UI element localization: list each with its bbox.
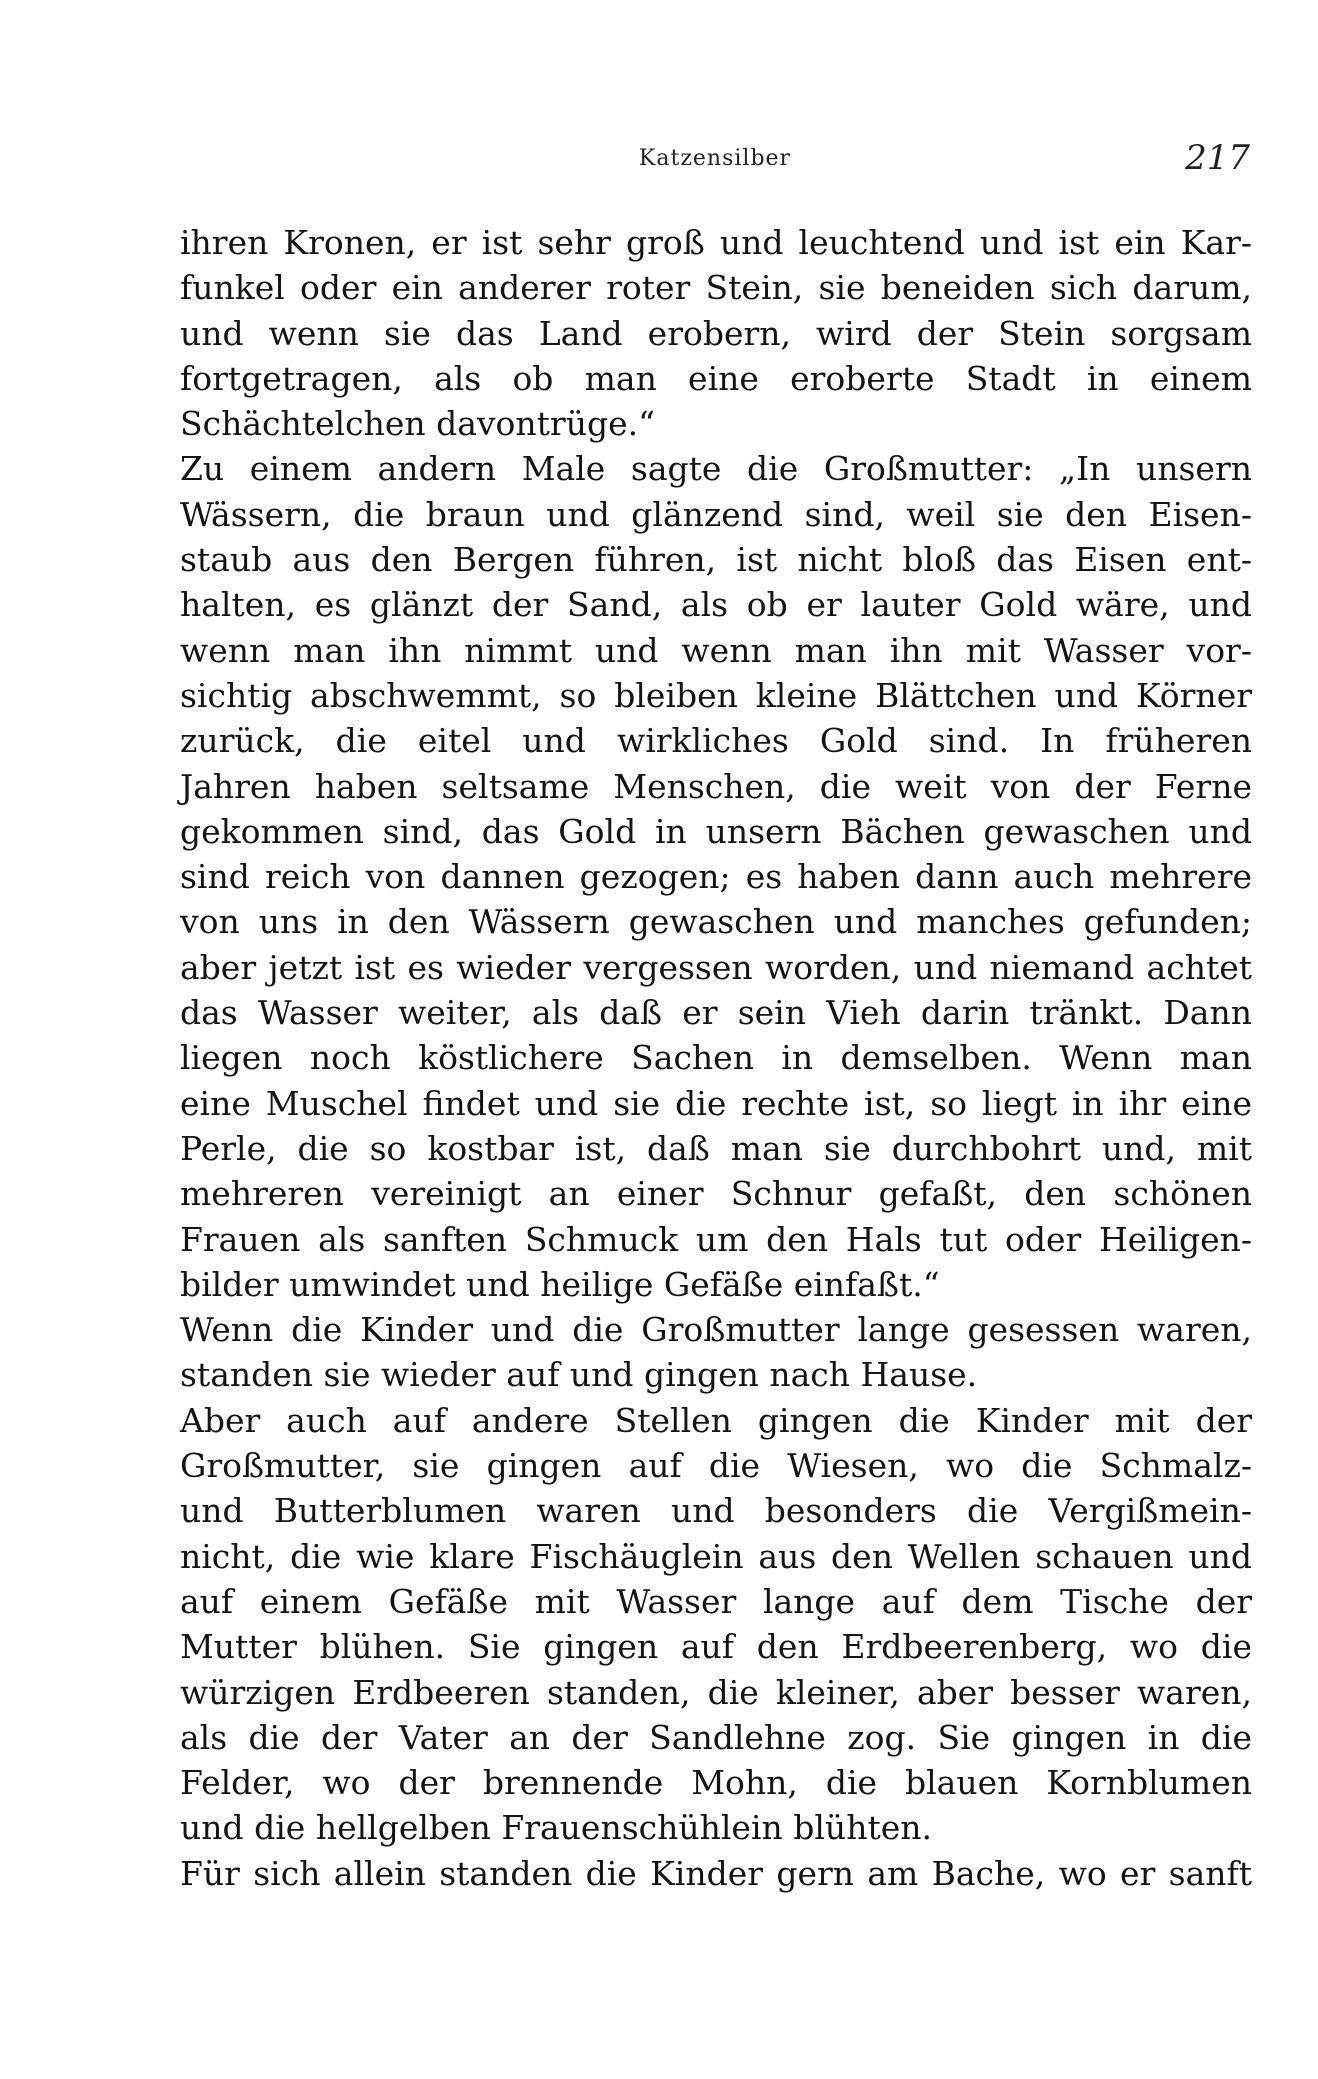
text-line: gekommen sind, das Gold in unsern Bächen gewaschen und: [180, 811, 1252, 851]
text-line: sind reich von dannen gezogen; es haben dann auch mehrere: [180, 857, 1252, 897]
running-head: [180, 138, 1250, 178]
text-line: fortgetragen, als ob man eine eroberte Stadt in einem: [180, 358, 1252, 398]
running-title: Katzensilber: [638, 146, 792, 171]
text-line: von uns in den Wässern gewaschen und manches gefunden;: [180, 902, 1252, 942]
text-line: Schächtelchen davontrüge.“: [180, 404, 655, 444]
text-line: als die der Vater an der Sandlehne zog. Sie gingen in die: [180, 1717, 1252, 1757]
text-line: würzigen Erdbeeren standen, die kleiner, aber besser waren,: [180, 1672, 1252, 1712]
text-line: wenn man ihn nimmt und wenn man ihn mit Wasser vor-: [180, 630, 1252, 670]
text-line: Wässern, die braun und glänzend sind, weil sie den Eisen-: [180, 494, 1252, 534]
text-line: aber jetzt ist es wieder vergessen worden, und niemand achtet: [180, 947, 1252, 987]
text-line: eine Muschel findet und sie die rechte ist, so liegt in ihr eine: [180, 1083, 1252, 1123]
text-line: Perle, die so kostbar ist, daß man sie durchbohrt und, mit: [180, 1128, 1252, 1168]
text-line: nicht, die wie klare Fischäuglein aus den Wellen schauen und: [180, 1536, 1252, 1576]
text-line: auf einem Gefäße mit Wasser lange auf dem Tische der: [180, 1581, 1252, 1621]
body-text: [180, 220, 1252, 1896]
text-line: funkel oder ein anderer roter Stein, sie beneiden sich darum,: [180, 268, 1252, 308]
page-number: 217: [1185, 138, 1250, 178]
text-line: und die hellgelben Frauenschühlein blühten.: [180, 1808, 932, 1848]
text-line: bilder umwindet und heilige Gefäße einfaßt.“: [180, 1264, 940, 1304]
text-line: ihren Kronen, er ist sehr groß und leuchtend und ist ein Kar-: [180, 223, 1252, 262]
text-line: Großmutter, sie gingen auf die Wiesen, wo die Schmalz-: [180, 1446, 1252, 1486]
text-line: das Wasser weiter, als daß er sein Vieh darin tränkt. Dann: [180, 993, 1252, 1033]
text-line: standen sie wieder auf und gingen nach Hause.: [180, 1355, 978, 1395]
text-line: Zu einem andern Male sagte die Großmutter: „In unsern: [180, 449, 1252, 489]
text-line: und Butterblumen waren und besonders die Vergißmein-: [180, 1491, 1252, 1531]
text-line: Mutter blühen. Sie gingen auf den Erdbeerenberg, wo die: [180, 1627, 1252, 1667]
text-line: Frauen als sanften Schmuck um den Hals tut oder Heiligen-: [180, 1219, 1252, 1259]
text-line: halten, es glänzt der Sand, als ob er lauter Gold wäre, und: [180, 585, 1252, 625]
text-line: liegen noch köstlichere Sachen in demselben. Wenn man: [180, 1038, 1252, 1078]
text-line: staub aus den Bergen führen, ist nicht bloß das Eisen ent-: [180, 540, 1252, 580]
text-line: mehreren vereinigt an einer Schnur gefaßt, den schönen: [180, 1174, 1252, 1214]
text-line: und wenn sie das Land erobern, wird der Stein sorgsam: [180, 313, 1252, 353]
text-line: Jahren haben seltsame Menschen, die weit von der Ferne: [180, 766, 1252, 806]
text-line: sichtig abschwemmt, so bleiben kleine Blättchen und Körner: [180, 675, 1252, 715]
text-line: zurück, die eitel und wirkliches Gold sind. In früheren: [180, 721, 1252, 761]
text-line: Für sich allein standen die Kinder gern am Bache, wo er sanft: [180, 1853, 1252, 1893]
text-line: Wenn die Kinder und die Großmutter lange gesessen waren,: [180, 1310, 1252, 1350]
text-line: Felder, wo der brennende Mohn, die blauen Kornblumen: [180, 1763, 1252, 1803]
text-line: Aber auch auf andere Stellen gingen die Kinder mit der: [180, 1400, 1252, 1440]
